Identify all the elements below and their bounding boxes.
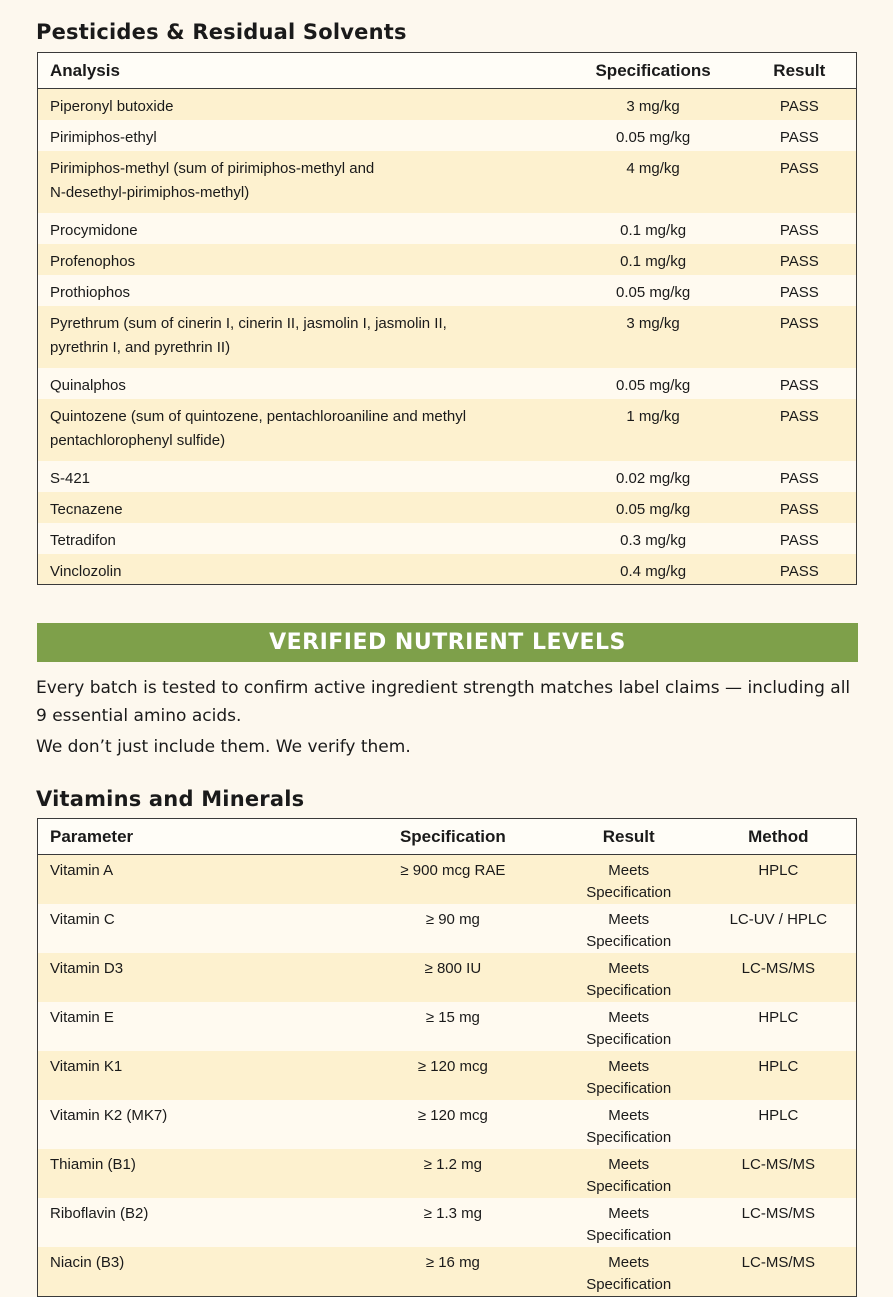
spec-cell: ≥ 16 mg — [425, 1254, 480, 1271]
table-row — [38, 492, 857, 523]
table-row — [38, 368, 857, 399]
intro-tagline: We don’t just include them. We verify them. — [36, 737, 411, 757]
analysis-cell — [38, 306, 564, 368]
table-row — [38, 244, 857, 275]
spec-cell: 0.3 mg/kg — [620, 531, 687, 549]
result-cell: Meets Specification — [586, 1156, 672, 1195]
result-cell: PASS — [779, 500, 819, 518]
spec-cell: ≥ 800 IU — [424, 960, 482, 977]
result-cell: PASS — [779, 562, 819, 580]
table-row — [38, 461, 857, 492]
pesticides-table — [37, 52, 857, 585]
analysis-cell: Pirimiphos-ethyl — [50, 128, 157, 146]
result-cell: PASS — [779, 159, 819, 177]
result-cell: PASS — [779, 98, 819, 115]
parameter-cell: Thiamin (B1) — [50, 1156, 136, 1173]
parameter-cell: Vitamin E — [50, 1009, 114, 1026]
analysis-cell — [38, 151, 564, 213]
analysis-line: pentachlorophenyl sulfide) — [50, 431, 226, 449]
result-cell: Meets Specification — [586, 960, 672, 999]
spec-cell: 0.05 mg/kg — [616, 500, 691, 518]
table-row — [38, 1002, 857, 1051]
method-cell: HPLC — [758, 1107, 799, 1124]
analysis-cell: Piperonyl butoxide — [50, 98, 174, 115]
table-row — [38, 1100, 857, 1149]
analysis-line: Quintozene (sum of quintozene, pentachloroaniline and methyl — [50, 407, 467, 425]
result-cell: PASS — [779, 314, 819, 332]
result-cell: Meets Specification — [586, 1205, 672, 1244]
spec-cell: 0.02 mg/kg — [616, 469, 691, 487]
spec-cell: 3 mg/kg — [626, 98, 680, 115]
analysis-cell: Prothiophos — [50, 283, 131, 301]
spec-cell: 0.1 mg/kg — [620, 252, 687, 270]
analysis-cell: Vinclozolin — [50, 562, 122, 580]
spec-cell: 0.05 mg/kg — [616, 128, 691, 146]
result-cell: PASS — [779, 221, 819, 239]
header-result: Result — [743, 53, 857, 89]
table-row — [38, 523, 857, 554]
table-row — [38, 120, 857, 151]
table-row — [38, 89, 857, 120]
intro-paragraph: Every batch is tested to confirm active ingredient strength matches label claims — including all 9 essential amino acids. — [36, 678, 851, 726]
analysis-line: pyrethrin I, and pyrethrin II) — [50, 338, 231, 356]
analysis-cell: Procymidone — [50, 221, 138, 239]
result-cell: Meets Specification — [586, 862, 672, 901]
method-cell: LC-UV / HPLC — [729, 911, 828, 928]
parameter-cell: Vitamin K2 (MK7) — [50, 1107, 168, 1124]
header-parameter: Parameter — [38, 819, 349, 855]
parameter-cell: Vitamin D3 — [50, 960, 124, 977]
method-cell: LC-MS/MS — [741, 1205, 815, 1222]
result-cell: Meets Specification — [586, 1058, 672, 1097]
table-row — [38, 855, 857, 905]
spec-cell: ≥ 15 mg — [425, 1009, 480, 1026]
parameter-cell: Vitamin C — [50, 911, 115, 928]
table-row — [38, 399, 857, 461]
spec-cell: 4 mg/kg — [626, 159, 680, 177]
result-cell: Meets Specification — [586, 911, 672, 950]
verified-nutrient-banner: VERIFIED NUTRIENT LEVELS — [37, 623, 858, 662]
header-result: Result — [557, 819, 701, 855]
table-row — [38, 1198, 857, 1247]
method-cell: HPLC — [758, 1058, 799, 1075]
header-specifications: Specifications — [564, 53, 743, 89]
pesticides-title: Pesticides & Residual Solvents — [36, 20, 407, 44]
analysis-cell — [38, 399, 564, 461]
result-cell: PASS — [779, 376, 819, 394]
table-row — [38, 1149, 857, 1198]
header-analysis: Analysis — [38, 53, 564, 89]
header-specification: Specification — [349, 819, 557, 855]
table-row — [38, 953, 857, 1002]
spec-cell: ≥ 900 mcg RAE — [400, 862, 506, 879]
result-cell: PASS — [779, 469, 819, 487]
result-cell: Meets Specification — [586, 1107, 672, 1146]
table-row — [38, 554, 857, 585]
table-row — [38, 213, 857, 244]
spec-cell: 0.05 mg/kg — [616, 283, 691, 301]
result-cell: Meets Specification — [586, 1254, 672, 1293]
method-cell: LC-MS/MS — [741, 1254, 815, 1271]
vitamins-title: Vitamins and Minerals — [36, 787, 305, 811]
table-row — [38, 1247, 857, 1297]
table-row — [38, 151, 857, 213]
result-cell: Meets Specification — [586, 1009, 672, 1048]
table-row — [38, 904, 857, 953]
analysis-cell: Profenophos — [50, 252, 136, 270]
spec-cell: 0.4 mg/kg — [620, 562, 687, 580]
spec-cell: ≥ 120 mcg — [417, 1107, 488, 1124]
table-row — [38, 1051, 857, 1100]
spec-cell: 0.05 mg/kg — [616, 376, 691, 394]
parameter-cell: Niacin (B3) — [50, 1254, 125, 1271]
parameter-cell: Vitamin A — [50, 862, 114, 879]
method-cell: HPLC — [758, 1009, 799, 1026]
table-row — [38, 275, 857, 306]
analysis-cell: S-421 — [50, 469, 91, 487]
result-cell: PASS — [779, 252, 819, 270]
result-cell: PASS — [779, 283, 819, 301]
parameter-cell: Vitamin K1 — [50, 1058, 123, 1075]
result-cell: PASS — [779, 128, 819, 146]
result-cell: PASS — [779, 531, 819, 549]
table-header-row — [38, 53, 857, 89]
spec-cell: ≥ 1.2 mg — [423, 1156, 482, 1173]
spec-cell: 0.1 mg/kg — [620, 221, 687, 239]
spec-cell: 3 mg/kg — [626, 314, 680, 332]
result-cell: PASS — [779, 407, 819, 425]
method-cell: LC-MS/MS — [741, 1156, 815, 1173]
method-cell: LC-MS/MS — [741, 960, 815, 977]
method-cell: HPLC — [758, 862, 799, 879]
analysis-cell: Tetradifon — [50, 531, 116, 549]
analysis-line: N-desethyl-pirimiphos-methyl) — [50, 183, 250, 201]
spec-cell: ≥ 90 mg — [425, 911, 480, 928]
header-method: Method — [701, 819, 857, 855]
parameter-cell: Riboflavin (B2) — [50, 1205, 149, 1222]
spec-cell: ≥ 1.3 mg — [423, 1205, 482, 1222]
vitamins-table — [37, 818, 857, 1297]
analysis-line: Pirimiphos-methyl (sum of pirimiphos-methyl and — [50, 159, 375, 177]
analysis-line: Pyrethrum (sum of cinerin I, cinerin II, jasmolin I, jasmolin II, — [50, 314, 447, 332]
analysis-cell: Quinalphos — [50, 376, 126, 394]
spec-cell: ≥ 120 mcg — [417, 1058, 488, 1075]
spec-cell: 1 mg/kg — [626, 407, 680, 425]
analysis-cell: Tecnazene — [50, 500, 123, 518]
table-header-row — [38, 819, 857, 855]
table-row — [38, 306, 857, 368]
